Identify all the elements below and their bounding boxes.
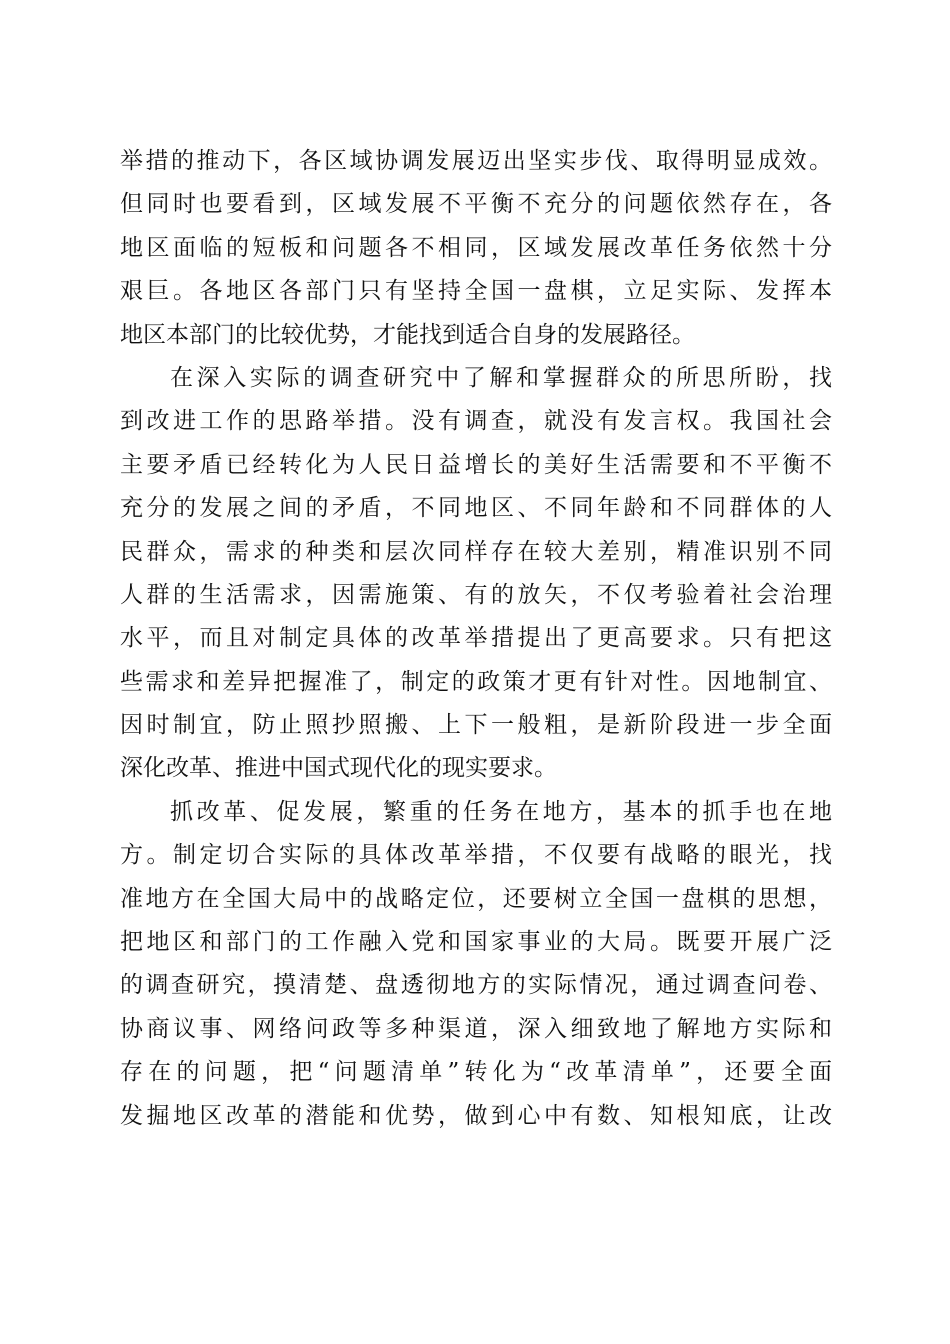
text-line: 人群的生活需求，因需施策、有的放矢，不仅考验着社会治理 bbox=[120, 581, 832, 608]
text-line: 主要矛盾已经转化为人民日益增长的美好生活需要和不平衡不 bbox=[120, 451, 832, 478]
text-line: 深化改革、推进中国式现代化的现实要求。 bbox=[120, 755, 557, 782]
text-line: 地区面临的短板和问题各不相同，区域发展改革任务依然十分 bbox=[120, 234, 832, 261]
text-line: 方。制定切合实际的具体改革举措，不仅要有战略的眼光，找 bbox=[120, 842, 832, 869]
text-line: 存在的问题，把“问题清单”转化为“改革清单”，还要全面 bbox=[120, 1059, 832, 1086]
text-line: 但同时也要看到，区域发展不平衡不充分的问题依然存在，各 bbox=[120, 191, 832, 218]
text-line: 把地区和部门的工作融入党和国家事业的大局。既要开展广泛 bbox=[120, 929, 832, 956]
text-line: 艰巨。各地区各部门只有坚持全国一盘棋，立足实际、发挥本 bbox=[120, 278, 832, 305]
text-line: 发掘地区改革的潜能和优势，做到心中有数、知根知底，让改 bbox=[120, 1102, 832, 1129]
text-line: 准地方在全国大局中的战略定位，还要树立全国一盘棋的思想， bbox=[120, 885, 832, 912]
text-line: 水平，而且对制定具体的改革举措提出了更高要求。只有把这 bbox=[120, 625, 832, 652]
text-line: 在深入实际的调查研究中了解和掌握群众的所思所盼，找 bbox=[170, 364, 832, 391]
text-line: 举措的推动下，各区域协调发展迈出坚实步伐、取得明显成效。 bbox=[120, 148, 832, 174]
body-text bbox=[120, 140, 832, 1138]
text-line: 到改进工作的思路举措。没有调查，就没有发言权。我国社会 bbox=[120, 408, 832, 435]
text-line: 因时制宜，防止照抄照搬、上下一般粗，是新阶段进一步全面 bbox=[120, 712, 832, 739]
text-line: 抓改革、促发展，繁重的任务在地方，基本的抓手也在地 bbox=[170, 798, 832, 825]
text-line: 充分的发展之间的矛盾，不同地区、不同年龄和不同群体的人 bbox=[120, 495, 832, 522]
text-line: 协商议事、网络问政等多种渠道，深入细致地了解地方实际和 bbox=[120, 1015, 832, 1042]
text-line: 民群众，需求的种类和层次同样存在较大差别，精准识别不同 bbox=[120, 538, 832, 565]
text-line: 的调查研究，摸清楚、盘透彻地方的实际情况，通过调查问卷、 bbox=[120, 972, 832, 999]
text-line: 些需求和差异把握准了，制定的政策才更有针对性。因地制宜、 bbox=[120, 668, 832, 695]
text-line: 地区本部门的比较优势，才能找到适合自身的发展路径。 bbox=[120, 321, 695, 348]
